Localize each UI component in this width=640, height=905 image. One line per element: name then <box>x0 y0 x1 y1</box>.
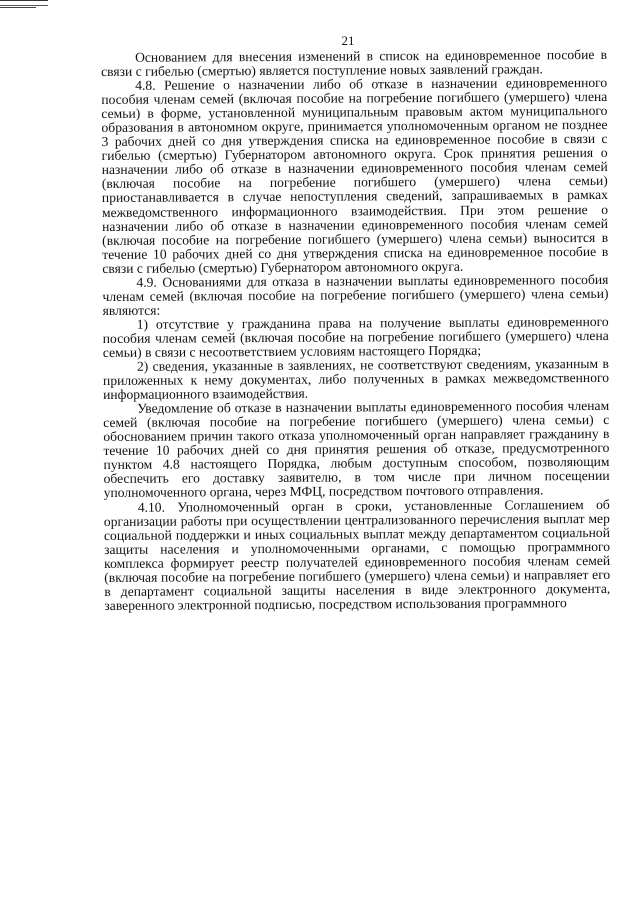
paragraph-4-10: 4.10. Уполномоченный орган в сроки, установленные Соглашением об организации работы при осуществлении централизованного перечисления выплат мер социальной поддержки и иных социальных выплат между департаментом социальной защиты населения и уполномоченными органами, с помощью программного комплекса формирует реестр получателей единовременного пособия членам семей (включая пособие на погребение погибшего (умершего) члена семьи) и направляет его в департамент социальной защиты населения в виде электронного документа, заверенного электронной подписью, посредством использования программного <box>103 496 611 613</box>
document-body <box>101 48 610 613</box>
paragraph-refusal-notice: Уведомление об отказе в назначении выплаты единовременного пособия членам семей (включая пособие на погребение погибшего (умершего) члена семьи) с обоснованием причин такого отказа уполномоченный орган направляет гражданину в течение 10 рабочих дней со дня принятия решения об отказе, предусмотренного пунктом 4.8 настоящего Порядка, любым доступным способом, позволяющим обеспечить его доставку заявителю, в том числе при личном посещении уполномоченного органа, через МФЦ, посредством почтового отправления. <box>103 398 610 501</box>
paragraph-4-9-item-2: 2) сведения, указанные в заявлениях, не соответствуют сведениям, указанным в приложенных к нему документах, либо полученных в рамках межведомственного информационного взаимодействия. <box>102 355 610 403</box>
paragraph-4-9: 4.9. Основаниями для отказа в назначении выплаты единовременного пособия членам семей (включая пособие на погребение погибшего (умершего) члена семьи) являются: <box>102 271 609 318</box>
scan-edge-mark <box>0 7 36 8</box>
paragraph-4-9-item-1: 1) отсутствие у гражданина права на получение выплаты единовременного пособия членам семей (включая пособие на погребение погибшего (умершего) члена семьи) в связи с несоответствием условиям настоящего Порядка; <box>102 313 609 360</box>
paragraph-4-8: 4.8. Решение о назначении либо об отказе в назначении единовременного пособия членам семей (включая пособие на погребение погибшего (умершего) члена семьи) в форме, установленной муниципальным правовым актом муниципального образования в автономном округе, принимается уполномоченным органом не позднее 3 рабочих дней со дня утверждения списка на единовременное пособие в связи с гибелью (смертью) Губернатором автономного округа. Срок принятия решения о назначении либо об отказе в назначении единовременного пособия членам семей (включая пособие на погребение погибшего (умершего) члена семьи) приостанавливается в случае непоступления сведений, запрашиваемых в рамках межведомственного информационного взаимодействия. При этом решение о назначении либо об отказе в назначении единовременного пособия членам семей (включая пособие на погребение погибшего (умершего) члена семьи) выносится в течение 10 рабочих дней со дня утверждения списка на единовременное пособие в связи с гибелью (смертью) Губернатором автономного округа. <box>101 75 609 276</box>
scan-edge-mark <box>0 0 48 6</box>
paragraph-replacement-basis: Основанием для внесения изменений в список на единовременное пособие в связи с гибелью (смертью) является поступление новых заявлений граждан. <box>101 46 608 80</box>
page-number: 21 <box>341 33 355 48</box>
